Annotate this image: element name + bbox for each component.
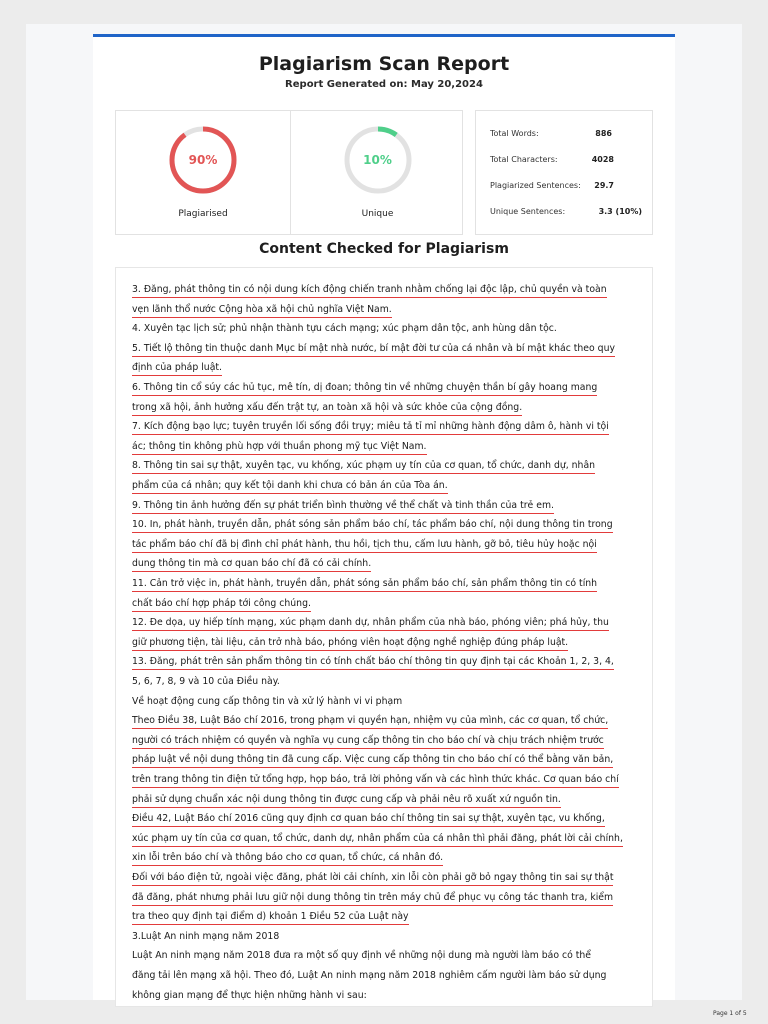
plagiarized-text-line: xúc phạm uy tín của cơ quan, tổ chức, danh dự, nhân phẩm của cá nhân thì phải đăng, phát lời cải chính, bbox=[132, 833, 623, 847]
page-number: Page 1 of 5 bbox=[713, 1010, 747, 1017]
plagiarized-text-line: trong xã hội, ảnh hưởng xấu đến trật tự, an toàn xã hội và sức khỏe của cộng đồng. bbox=[132, 402, 522, 416]
stat-value: 4028 bbox=[591, 155, 614, 164]
plagiarized-text-line: 11. Cản trở việc in, phát hành, truyền dẫn, phát sóng sản phẩm báo chí, sản phẩm thông tin có tính bbox=[132, 578, 597, 592]
plagiarized-text-line: pháp luật về nội dung thông tin đã cung cấp. Việc cung cấp thông tin cho báo chí có thể bằng văn bản, bbox=[132, 754, 613, 768]
plagiarized-text-line: xin lỗi trên báo chí và thông báo cho cơ quan, tổ chức, cá nhân đó. bbox=[132, 852, 443, 866]
stat-total-words bbox=[490, 129, 642, 143]
text-line: 5, 6, 7, 8, 9 và 10 của Điều này. bbox=[132, 676, 280, 687]
content-section-title: Content Checked for Plagiarism bbox=[259, 241, 509, 257]
text-line: 4. Xuyên tạc lịch sử; phủ nhận thành tựu cách mạng; xúc phạm dân tộc, anh hùng dân tộc. bbox=[132, 323, 557, 335]
plagiarized-text-line: tác phẩm báo chí đã bị đình chỉ phát hành, thu hồi, tịch thu, cấm lưu hành, gỡ bỏ, tiêu hủy hoặc nội bbox=[132, 539, 597, 553]
stat-plagiarized-sentences bbox=[490, 181, 642, 195]
plagiarised-gauge bbox=[116, 111, 290, 234]
plagiarized-text-line: định của pháp luật. bbox=[132, 362, 222, 376]
text-line: Về hoạt động cung cấp thông tin và xử lý hành vi vi phạm bbox=[132, 695, 403, 707]
plagiarised-percent: 90% bbox=[188, 153, 218, 167]
plagiarized-text-line: Đối với báo điện tử, ngoài việc đăng, phát lời cải chính, xin lỗi còn phải gỡ bỏ ngay thông tin sai sự thật bbox=[132, 872, 613, 886]
plagiarized-text-line: dung thông tin mà cơ quan báo chí đã có cải chính. bbox=[132, 558, 371, 572]
report-generated-date: Report Generated on: May 20,2024 bbox=[285, 79, 483, 90]
plagiarized-text-line: phải sử dụng chuẩn xác nội dung thông tin được cung cấp và phải nêu rõ xuất xứ nguồn tin. bbox=[132, 794, 561, 808]
unique-label: Unique bbox=[361, 209, 394, 219]
stat-unique-sentences bbox=[490, 207, 642, 221]
plagiarized-text-line: người có trách nhiệm có quyền và nghĩa vụ cung cấp thông tin cho báo chí và chịu trách nhiệm trước bbox=[132, 735, 604, 749]
plagiarized-text-line: ác; thông tin không phù hợp với thuần phong mỹ tục Việt Nam. bbox=[132, 441, 427, 455]
checked-content-panel bbox=[115, 267, 653, 1007]
plagiarized-text-line: 9. Thông tin ảnh hưởng đến sự phát triển bình thường về thể chất và tinh thần của trẻ em. bbox=[132, 500, 554, 514]
stat-value: 886 bbox=[595, 129, 612, 138]
stat-value: 29.7 bbox=[594, 181, 614, 190]
plagiarized-text-line: 5. Tiết lộ thông tin thuộc danh Mục bí mật nhà nước, bí mật đời tư của cá nhân và bí mật khác theo quy bbox=[132, 343, 615, 357]
report-card bbox=[93, 34, 675, 1000]
plagiarized-text-line: vẹn lãnh thổ nước Cộng hòa xã hội chủ nghĩa Việt Nam. bbox=[132, 304, 392, 318]
stat-total-characters bbox=[490, 155, 642, 169]
score-gauges-panel bbox=[115, 110, 463, 235]
plagiarized-text-line: Theo Điều 38, Luật Báo chí 2016, trong phạm vi quyền hạn, nhiệm vụ của mình, các cơ quan, tổ chức, bbox=[132, 715, 608, 729]
stat-key: Total Characters: bbox=[490, 155, 558, 164]
report-title: Plagiarism Scan Report bbox=[258, 53, 510, 75]
plagiarized-text-line: Điều 42, Luật Báo chí 2016 cũng quy định cơ quan báo chí thông tin sai sự thật, xuyên tạc, vu khống, bbox=[132, 813, 605, 827]
plagiarized-text-line: tra theo quy định tại điểm d) khoản 1 Điều 52 của Luật này bbox=[132, 911, 409, 925]
plagiarized-text-line: 3. Đăng, phát thông tin có nội dung kích động chiến tranh nhằm chống lại độc lập, chủ quyền và toàn bbox=[132, 284, 607, 298]
plagiarized-text-line: 13. Đăng, phát trên sản phẩm thông tin có tính chất báo chí thông tin quy định tại các Khoản 1, 2, 3, 4, bbox=[132, 656, 614, 670]
plagiarized-text-line: chất báo chí hợp pháp tới công chúng. bbox=[132, 598, 311, 612]
plagiarized-text-line: 12. Đe dọa, uy hiếp tính mạng, xúc phạm danh dự, nhân phẩm của nhà báo, phóng viên; phá hủy, thu bbox=[132, 617, 609, 631]
plagiarized-text-line: phẩm của cá nhân; quy kết tội danh khi chưa có bản án của Tòa án. bbox=[132, 480, 448, 494]
plagiarised-label: Plagiarised bbox=[178, 209, 228, 219]
plagiarized-text-line: đã đăng, phát nhưng phải lưu giữ nội dung thông tin trên máy chủ để phục vụ công tác thanh tra, kiểm bbox=[132, 892, 613, 906]
stat-key: Unique Sentences: bbox=[490, 207, 566, 216]
stat-key: Total Words: bbox=[490, 129, 539, 138]
plagiarized-text-line: 8. Thông tin sai sự thật, xuyên tạc, vu khống, xúc phạm uy tín của cơ quan, tổ chức, danh dự, nhân bbox=[132, 460, 595, 474]
text-line: 3.Luật An ninh mạng năm 2018 bbox=[132, 930, 280, 942]
plagiarized-text-line: 7. Kích động bạo lực; tuyên truyền lối sống đồi trụy; miêu tả tỉ mỉ những hành động dâm ô, hành vi tội bbox=[132, 421, 609, 435]
unique-gauge bbox=[290, 111, 464, 234]
plagiarized-text-line: trên trang thông tin điện tử tổng hợp, họp báo, trả lời phỏng vấn và các hình thức khác. Cơ quan báo chí bbox=[132, 774, 619, 788]
plagiarized-text-line: giữ phương tiện, tài liệu, cản trở nhà báo, phóng viên hoạt động nghề nghiệp đúng pháp luật. bbox=[132, 637, 568, 651]
unique-percent: 10% bbox=[363, 153, 392, 167]
text-line: không gian mạng để thực hiện những hành vi sau: bbox=[132, 989, 367, 1001]
stat-value: 3.3 (10%) bbox=[598, 207, 642, 216]
plagiarized-text-line: 10. In, phát hành, truyền dẫn, phát sóng sản phẩm báo chí, tác phẩm báo chí, nội dung thông tin trong bbox=[132, 519, 613, 533]
stat-key: Plagiarized Sentences: bbox=[490, 181, 581, 190]
text-line: Luật An ninh mạng năm 2018 đưa ra một số quy định về những nội dung mà người làm báo có thể bbox=[132, 950, 592, 962]
text-line: đăng tải lên mạng xã hội. Theo đó, Luật An ninh mạng năm 2018 nghiêm cấm người làm báo sử dụng bbox=[132, 970, 607, 981]
plagiarized-text-line: 6. Thông tin cổ súy các hủ tục, mê tín, dị đoan; thông tin về những chuyện thần bí gây hoang mang bbox=[132, 382, 597, 396]
document-stats-panel bbox=[475, 110, 653, 235]
